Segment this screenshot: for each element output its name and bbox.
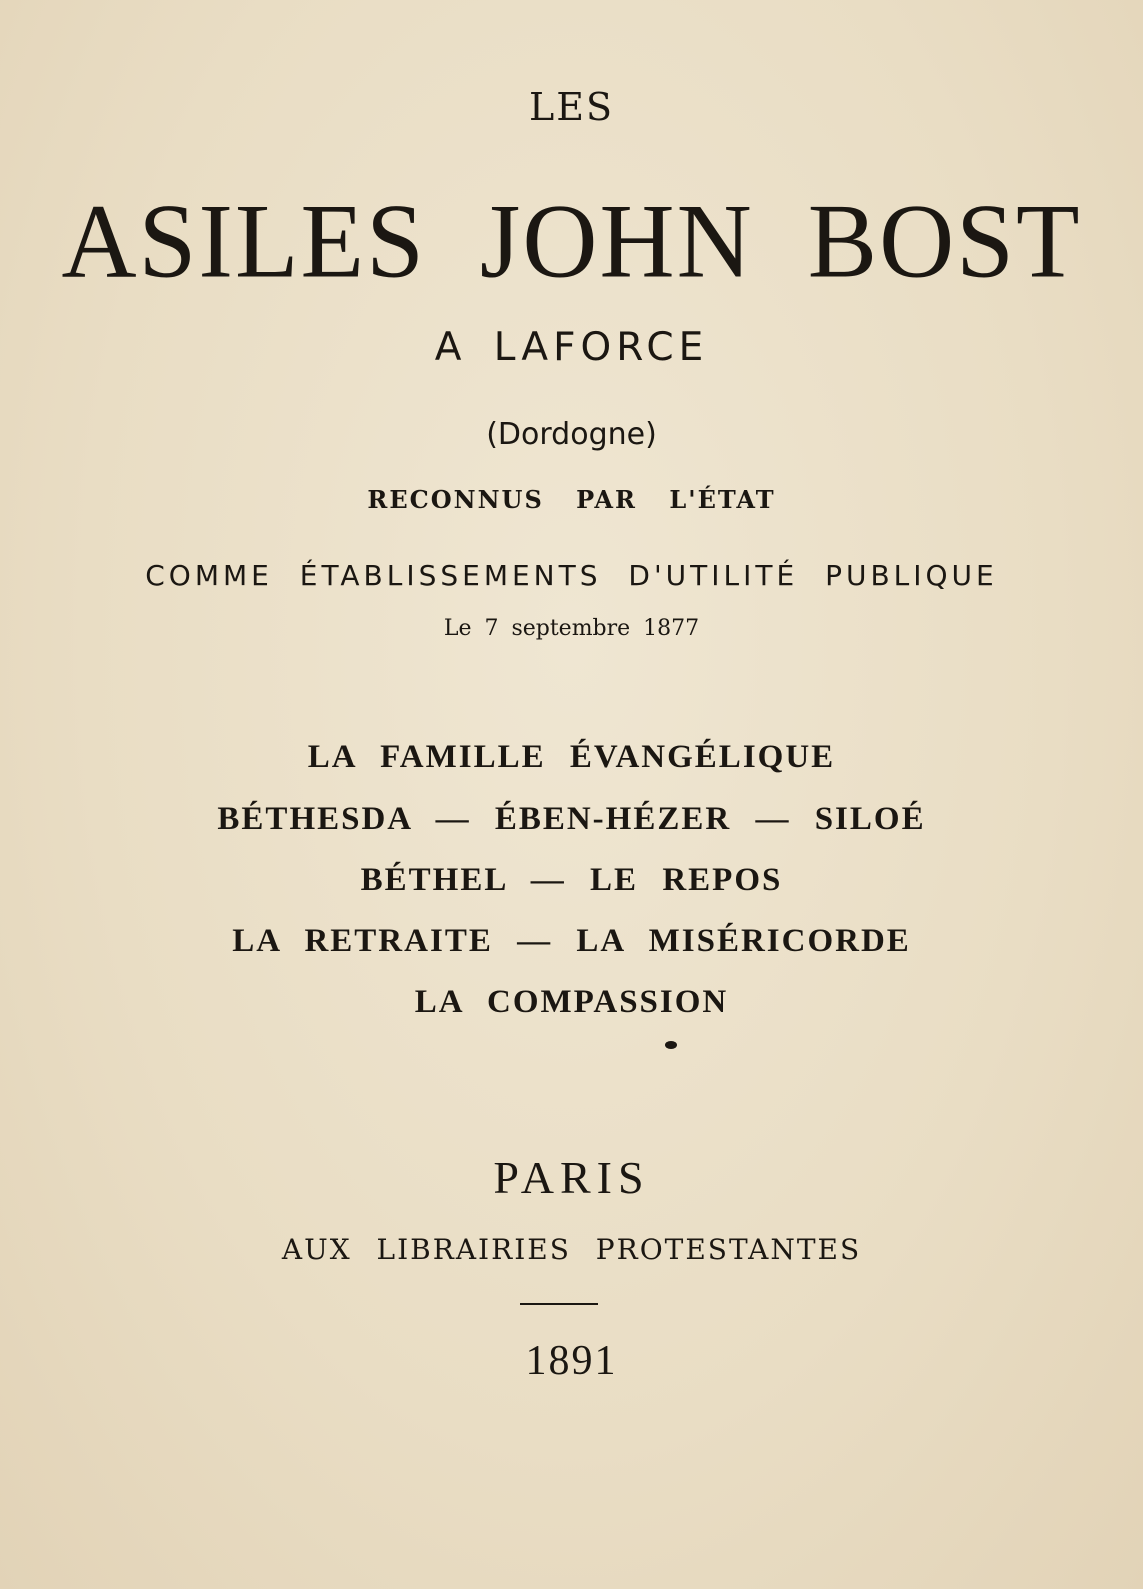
institution-line: BÉTHEL — LE REPOS bbox=[360, 862, 783, 898]
institution-line: LA RETRAITE — LA MISÉRICORDE bbox=[232, 923, 911, 959]
main-title: ASILES JOHN BOST bbox=[61, 182, 1082, 301]
institution-line: LA FAMILLE ÉVANGÉLIQUE bbox=[307, 739, 836, 775]
recognition-text: RECONNUS PAR L'ÉTAT bbox=[367, 485, 776, 514]
divider-rule bbox=[520, 1303, 598, 1305]
recognition-date: Le 7 septembre 1877 bbox=[443, 616, 700, 641]
location-subtitle: A LAFORCE bbox=[434, 325, 709, 370]
heading-les: LES bbox=[528, 85, 614, 129]
publication-city: PARIS bbox=[493, 1152, 650, 1203]
region-text: (Dordogne) bbox=[486, 417, 657, 452]
publication-year: 1891 bbox=[525, 1338, 618, 1384]
institution-line: BÉTHESDA — ÉBEN-HÉZER — SILOÉ bbox=[217, 801, 926, 837]
institution-line: LA COMPASSION bbox=[414, 984, 729, 1020]
ornament-mark bbox=[665, 1041, 677, 1049]
publisher: AUX LIBRAIRIES PROTESTANTES bbox=[281, 1233, 862, 1266]
public-utility-text: COMME ÉTABLISSEMENTS D'UTILITÉ PUBLIQUE bbox=[145, 559, 998, 592]
